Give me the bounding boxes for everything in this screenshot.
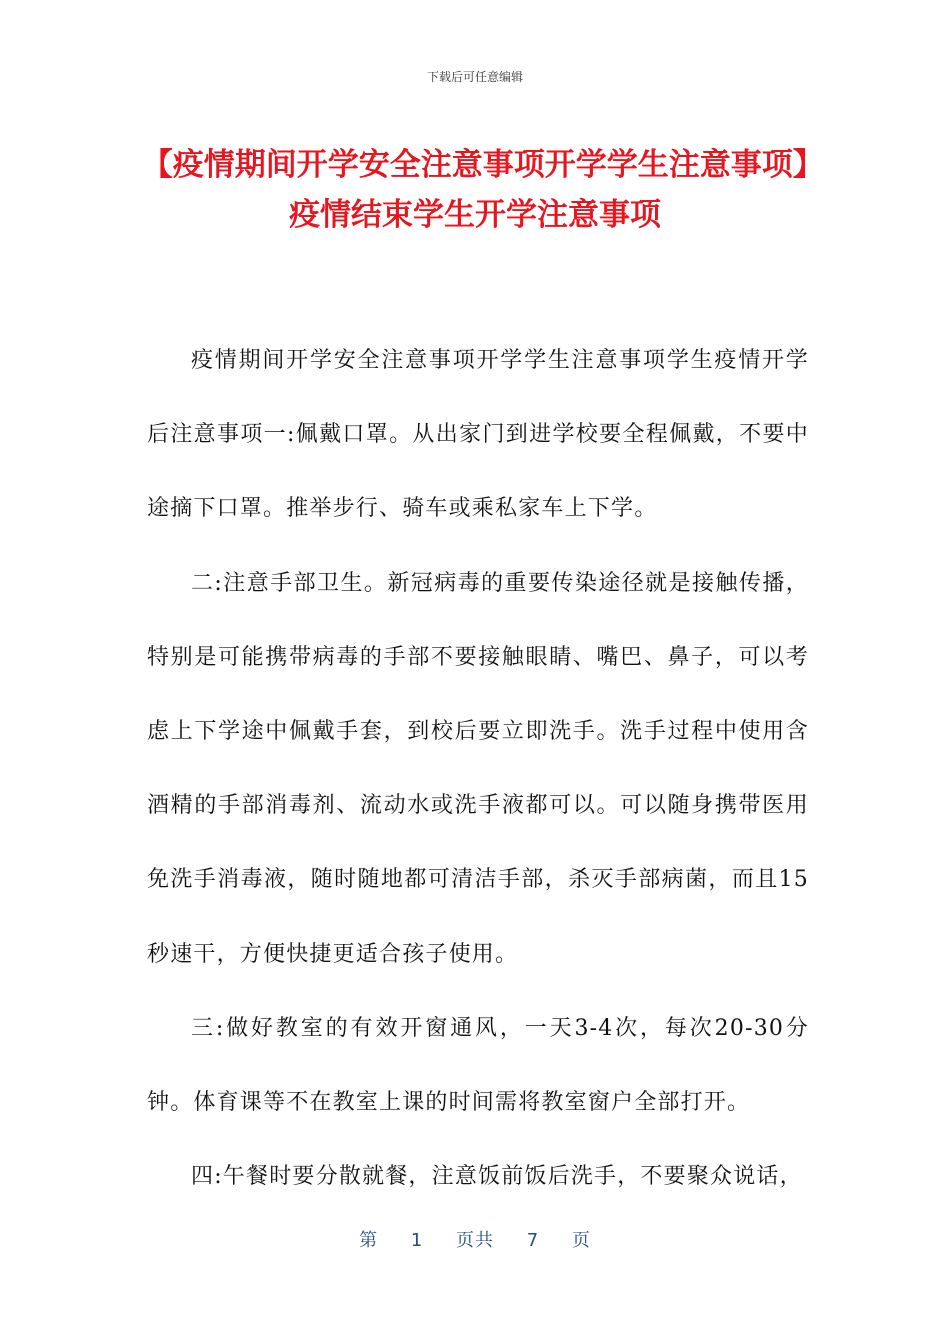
footer-middle: 页共 — [456, 1230, 494, 1251]
paragraph-2: 二:注意手部卫生。新冠病毒的重要传染途径就是接触传播，特别是可能携带病毒的手部不要接触眼睛、嘴巴、鼻子，可以考虑上下学途中佩戴手套，到校后要立即洗手。洗手过程中使用含酒精的手部消毒剂、流动水或洗手液都可以。可以随身携带医用免洗手消毒液，随时随地都可清洁手部，杀灭手部病菌，而且15秒速干，方便快捷更适合孩子使用。 — [147, 570, 809, 967]
paragraph-3: 三:做好教室的有效开窗通风，一天3-4次，每次20-30分钟。体育课等不在教室上课的时间需将教室窗户全部打开。 — [147, 1015, 809, 1116]
footer-page-number: 1 — [410, 1230, 424, 1251]
paragraph-1: 疫情期间开学安全注意事项开学学生注意事项学生疫情开学后注意事项一:佩戴口罩。从出家门到进学校要全程佩戴，不要中途摘下口罩。推举步行、骑车或乘私家车上下学。 — [147, 348, 809, 522]
footer-suffix: 页 — [571, 1230, 591, 1251]
document-title: 【疫情期间开学安全注意事项开学学生注意事项】疫情结束学生开学注意事项 — [141, 147, 809, 233]
footer-prefix: 第 — [359, 1230, 379, 1251]
document-body — [147, 324, 809, 1214]
header-note: 下载后可任意编辑 — [426, 70, 523, 84]
page-footer — [0, 1226, 950, 1252]
paragraph-4: 四:午餐时要分散就餐，注意饭前饭后洗手，不要聚众说话， — [191, 1164, 803, 1190]
footer-total-pages: 7 — [526, 1230, 540, 1251]
